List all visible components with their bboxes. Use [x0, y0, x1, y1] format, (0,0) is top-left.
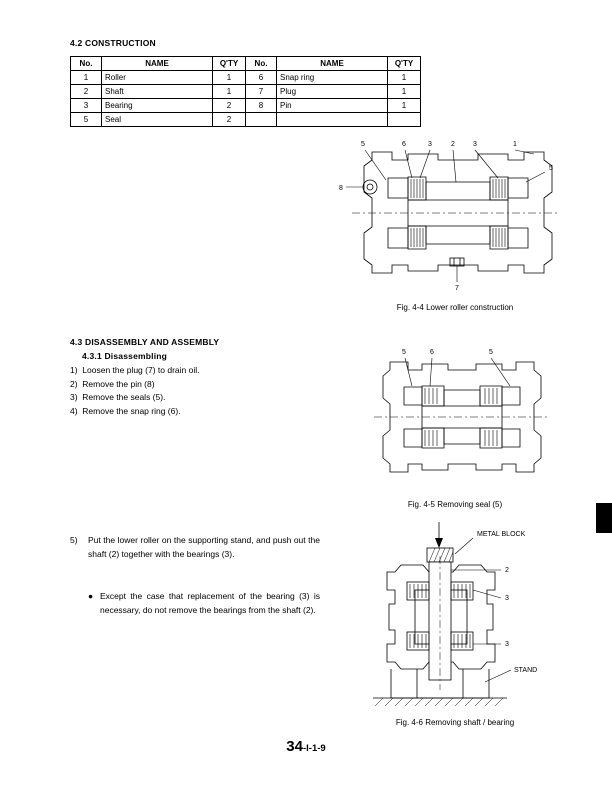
- step-item-4: 4) Remove the snap ring (6).: [70, 405, 181, 416]
- section-heading-construction: 4.2 CONSTRUCTION: [70, 38, 156, 48]
- page-footer: [0, 738, 612, 756]
- cell-no-2: 7: [246, 85, 277, 99]
- step-item-3: 3) Remove the seals (5).: [70, 392, 166, 402]
- step-5: [70, 533, 320, 561]
- cell-no-2: 8: [246, 99, 277, 113]
- cell-qty-2: 1: [388, 99, 421, 113]
- col-header-name-2: NAME: [277, 57, 388, 71]
- callout-3-right: 3: [473, 141, 477, 148]
- section-heading-disassembling: 4.3.1 Disassembling: [82, 351, 168, 361]
- label-metal-block: METAL BLOCK: [477, 531, 526, 538]
- step-5-text: Put the lower roller on the supporting stand, and push out the shaft (2) together with the bearings (3).: [88, 535, 320, 559]
- label-stand: STAND: [514, 667, 538, 674]
- callout-6: 6: [402, 141, 406, 148]
- col-header-no-2: No.: [246, 57, 277, 71]
- cell-no-1: 2: [71, 85, 102, 99]
- cell-name-2: Snap ring: [277, 71, 388, 85]
- cell-no-2: [246, 113, 277, 127]
- callout-3-left: 3: [428, 141, 432, 148]
- callout-2: 2: [505, 567, 509, 574]
- cell-no-2: 6: [246, 71, 277, 85]
- callout-3-lower: 3: [505, 641, 509, 648]
- callout-5-left: 5: [361, 141, 365, 148]
- disassembling-step-list: [70, 364, 199, 418]
- table-header-row: [71, 57, 421, 71]
- figure-caption-4-4: Fig. 4-4 Lower roller construction: [396, 303, 514, 312]
- cell-qty-1: 2: [213, 113, 246, 127]
- callout-7: 7: [455, 285, 459, 292]
- table-row: [71, 99, 421, 113]
- figure-removing-seal: [360, 340, 560, 495]
- page-number-suffix: -I-1-9: [302, 743, 326, 754]
- section-heading-disassembly: 4.3 DISASSEMBLY AND ASSEMBLY: [70, 337, 220, 347]
- cell-no-1: 5: [71, 113, 102, 127]
- col-header-name-1: NAME: [102, 57, 213, 71]
- callout-5-right: 5: [549, 165, 553, 172]
- figure-lower-roller-construction: [330, 132, 580, 297]
- cell-name-1: Shaft: [102, 85, 213, 99]
- cell-qty-2: [388, 113, 421, 127]
- callout-6: 6: [430, 349, 434, 356]
- callout-8: 8: [339, 185, 343, 192]
- callout-5-right: 5: [489, 349, 493, 356]
- step-item-1: 1) Loosen the plug (7) to drain oil.: [70, 365, 200, 375]
- cell-name-2: Pin: [277, 99, 388, 113]
- parts-table: [70, 56, 421, 127]
- step-5-note: [88, 589, 320, 617]
- callout-1: 1: [513, 141, 517, 148]
- cell-name-1: Bearing: [102, 99, 213, 113]
- col-header-no-1: No.: [71, 57, 102, 71]
- cell-name-1: Roller: [102, 71, 213, 85]
- cell-name-2: [277, 113, 388, 127]
- bullet-icon: ●: [88, 591, 94, 601]
- figure-caption-4-5: Fig. 4-5 Removing seal (5): [407, 500, 503, 509]
- col-header-qty-1: Q'TY: [213, 57, 246, 71]
- cell-no-1: 1: [71, 71, 102, 85]
- cell-qty-1: 1: [213, 71, 246, 85]
- step-5-number: 5): [70, 535, 78, 545]
- figure-removing-shaft-bearing: [355, 520, 565, 712]
- page-number: 34: [286, 738, 303, 755]
- step-item-2: 2) Remove the pin (8): [70, 378, 155, 389]
- page-edge-tab: [596, 503, 612, 533]
- cell-name-1: Seal: [102, 113, 213, 127]
- table-row: [71, 71, 421, 85]
- table-row: [71, 113, 421, 127]
- col-header-qty-2: Q'TY: [388, 57, 421, 71]
- table-row: [71, 85, 421, 99]
- cell-qty-1: 2: [213, 99, 246, 113]
- callout-2: 2: [451, 141, 455, 148]
- cell-qty-2: 1: [388, 85, 421, 99]
- figure-caption-4-6: Fig. 4-6 Removing shaft / bearing: [395, 718, 515, 727]
- step-5-note-text: Except the case that replacement of the bearing (3) is necessary, do not remove the bearings from the shaft (2).: [100, 591, 320, 615]
- cell-qty-1: 1: [213, 85, 246, 99]
- cell-no-1: 3: [71, 99, 102, 113]
- cell-qty-2: 1: [388, 71, 421, 85]
- callout-3-upper: 3: [505, 595, 509, 602]
- callout-5-left: 5: [402, 349, 406, 356]
- cell-name-2: Plug: [277, 85, 388, 99]
